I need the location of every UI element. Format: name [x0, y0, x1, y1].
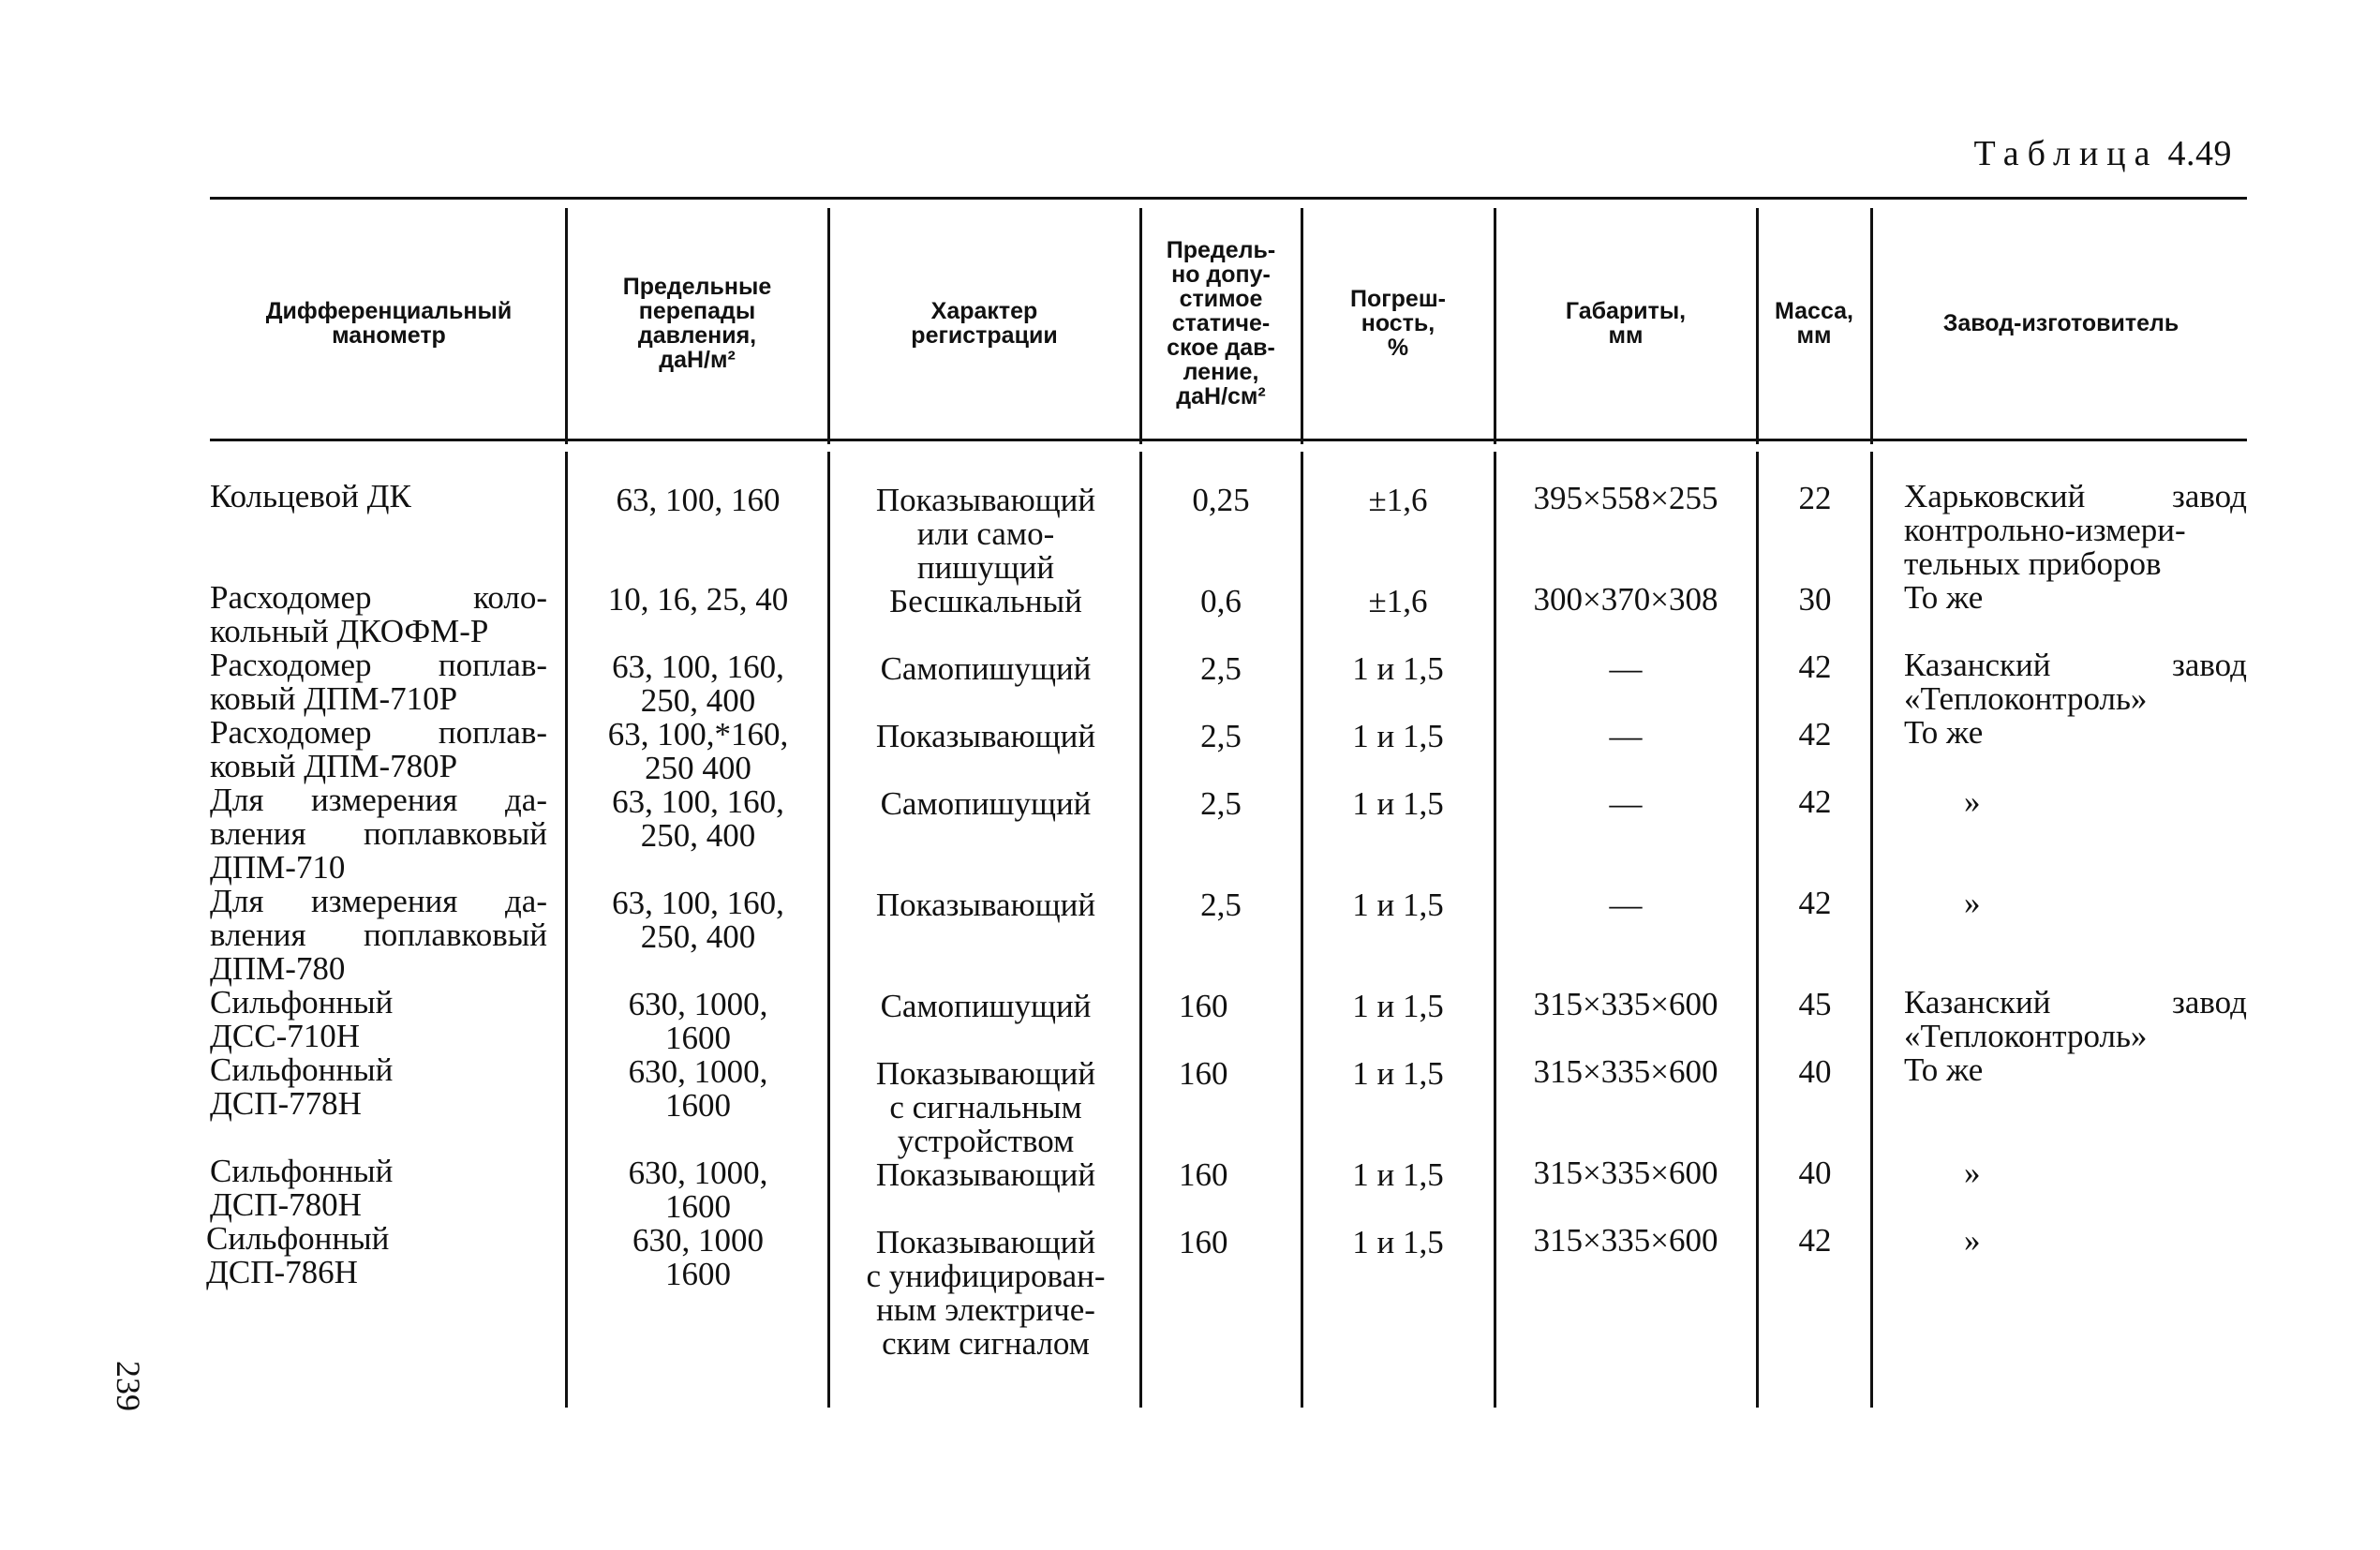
cell-line: ДСП-778Н — [210, 1085, 362, 1122]
header-line: даН/см² — [1176, 383, 1266, 410]
cell-error: 1 и 1,5 — [1352, 1156, 1444, 1193]
cell-mass: 40 — [1798, 1155, 1832, 1191]
cell-line: 63, 100, 160, — [612, 885, 784, 921]
cell-meter — [210, 716, 547, 783]
cell-line: Расходомер поплав- — [210, 647, 547, 683]
cell-static-pressure: 2,5 — [1200, 650, 1242, 687]
cell-line: Бесшкальный — [889, 583, 1082, 619]
cell-error: 1 и 1,5 — [1352, 887, 1444, 923]
cell-line: «Теплоконтроль» — [1904, 1018, 2148, 1054]
cell-static-pressure: 0,6 — [1200, 583, 1242, 619]
cell-error: 1 и 1,5 — [1352, 1055, 1444, 1092]
cell-dimensions: 315×335×600 — [1533, 1155, 1718, 1191]
cell-line: 250, 400 — [640, 918, 756, 955]
cell-pressure — [573, 887, 823, 954]
column-divider — [827, 208, 830, 444]
header-line: Завод-изготовитель — [1942, 310, 2179, 336]
cell-line: 630, 1000 — [632, 1222, 764, 1259]
cell-pressure — [573, 1224, 823, 1291]
cell-static-pressure: 2,5 — [1200, 887, 1242, 923]
cell-mass: 42 — [1798, 783, 1832, 820]
cell-pressure — [573, 484, 823, 517]
cell-recording — [837, 888, 1135, 922]
header-line: давления, — [637, 322, 757, 349]
cell-line: Сильфонный — [210, 984, 394, 1021]
header-line: Предельные — [622, 274, 772, 300]
cell-line: ным электриче- — [876, 1291, 1095, 1328]
table-title-word: Таблица — [1973, 134, 2159, 173]
cell-line: 1600 — [665, 1020, 731, 1056]
cell-line: ковый ДПМ-780Р — [210, 748, 458, 784]
table-title — [1973, 133, 2232, 174]
cell-line: 63, 100, 160, — [612, 648, 784, 685]
header-line: стимое — [1179, 286, 1263, 312]
cell-pressure — [573, 1156, 823, 1224]
cell-line: » — [1964, 783, 1981, 820]
cell-manufacturer — [1904, 648, 2247, 716]
cell-meter — [206, 1222, 547, 1289]
cell-line: 630, 1000, — [628, 1155, 768, 1191]
cell-line: 10, 16, 25, 40 — [607, 581, 789, 618]
cell-error: ±1,6 — [1368, 583, 1428, 619]
cell-line: 250 400 — [645, 750, 751, 786]
cell-error: 1 и 1,5 — [1352, 785, 1444, 822]
cell-line: То же — [1904, 579, 1984, 616]
cell-dimensions: 300×370×308 — [1533, 581, 1718, 618]
column-divider — [1301, 208, 1303, 444]
cell-pressure — [573, 718, 823, 785]
cell-recording — [837, 1057, 1135, 1158]
cell-manufacturer — [1964, 785, 2039, 819]
cell-static-pressure: 160 — [1179, 1055, 1228, 1092]
cell-line: Расходомер поплав- — [210, 714, 547, 751]
page-number: 239 — [110, 1361, 147, 1411]
cell-pressure — [573, 988, 823, 1055]
cell-recording — [837, 990, 1135, 1023]
cell-meter — [210, 648, 547, 716]
cell-static-pressure: 2,5 — [1200, 718, 1242, 754]
cell-line: Сильфонный — [210, 1051, 394, 1088]
cell-recording — [837, 484, 1135, 585]
cell-error: ±1,6 — [1368, 482, 1428, 518]
cell-pressure — [573, 583, 823, 617]
header-line: но допу- — [1171, 261, 1271, 288]
cell-manufacturer — [1964, 887, 2039, 920]
cell-line: 630, 1000, — [628, 1053, 768, 1090]
cell-mass: 42 — [1798, 1222, 1832, 1259]
cell-line: Харьковский завод — [1904, 478, 2247, 514]
cell-manufacturer — [1904, 581, 2247, 615]
cell-line: ДСП-780Н — [210, 1186, 362, 1223]
cell-line: Показывающий — [875, 482, 1096, 518]
header-dimensions — [1498, 208, 1753, 439]
column-divider — [1870, 452, 1873, 1408]
header-error — [1305, 208, 1491, 439]
cell-line: Казанский завод — [1904, 647, 2247, 683]
cell-error: 1 и 1,5 — [1352, 988, 1444, 1024]
cell-line: 1600 — [665, 1087, 731, 1124]
cell-line: Показывающий — [875, 718, 1096, 754]
table-top-rule — [210, 197, 2247, 200]
header-recording — [832, 208, 1137, 439]
column-divider — [565, 208, 568, 444]
cell-meter — [210, 480, 547, 514]
cell-line: 63, 100, 160, — [612, 783, 784, 820]
cell-manufacturer — [1964, 1156, 2039, 1190]
cell-line: ДСП-786Н — [206, 1254, 358, 1290]
header-line: Дифференциальный — [265, 298, 513, 324]
header-line: ское дав- — [1167, 335, 1275, 361]
column-divider — [1494, 452, 1496, 1408]
cell-line: Самопишущий — [880, 650, 1092, 687]
header-line: регистрации — [911, 322, 1058, 349]
header-line: мм — [1608, 322, 1644, 349]
cell-line: » — [1964, 1155, 1981, 1191]
cell-line: Показывающий — [875, 887, 1096, 923]
cell-line: 63, 100, 160 — [616, 482, 781, 518]
cell-recording — [837, 1158, 1135, 1192]
column-divider — [1870, 208, 1873, 444]
header-line: ность, — [1361, 310, 1435, 336]
cell-line: Сильфонный — [210, 1153, 394, 1189]
header-line: % — [1387, 335, 1409, 361]
cell-static-pressure: 0,25 — [1192, 482, 1250, 518]
cell-error: 1 и 1,5 — [1352, 718, 1444, 754]
header-manufacturer — [1875, 208, 2247, 439]
cell-manufacturer — [1904, 986, 2247, 1053]
column-divider — [1756, 452, 1759, 1408]
cell-dimensions: 315×335×600 — [1533, 986, 1718, 1022]
cell-meter — [210, 885, 547, 986]
cell-line: 1600 — [665, 1188, 731, 1225]
cell-line: или само- — [916, 515, 1055, 552]
cell-line: «Теплоконтроль» — [1904, 680, 2148, 717]
cell-mass: 42 — [1798, 648, 1832, 685]
cell-pressure — [573, 1055, 823, 1123]
cell-line: » — [1964, 1222, 1981, 1259]
cell-line: Показывающий — [875, 1224, 1096, 1260]
cell-meter — [210, 783, 547, 885]
cell-line: 63, 100,*160, — [607, 716, 789, 753]
column-divider — [1494, 208, 1496, 444]
cell-line: пишущий — [916, 549, 1055, 586]
header-bottom-rule — [210, 439, 2247, 441]
cell-line: 630, 1000, — [628, 986, 768, 1022]
cell-line: кольный ДКОФМ-Р — [210, 613, 489, 649]
cell-line: 250, 400 — [640, 817, 756, 854]
cell-line: То же — [1904, 714, 1984, 751]
cell-line: Для измерения да- — [210, 782, 547, 818]
header-line: Характер — [930, 298, 1038, 324]
cell-recording — [837, 787, 1135, 821]
header-static-pressure — [1144, 208, 1298, 439]
header-line: ление, — [1183, 359, 1259, 385]
cell-line: вления поплавковый — [210, 815, 547, 852]
column-divider — [1139, 452, 1142, 1408]
cell-meter — [210, 986, 547, 1053]
cell-line: Расходомер коло- — [210, 579, 547, 616]
cell-line: с сигнальным — [889, 1089, 1082, 1125]
header-line: Масса, — [1775, 298, 1853, 324]
cell-line: Кольцевой ДК — [210, 478, 411, 514]
column-divider — [1139, 208, 1142, 444]
cell-line: устройством — [897, 1123, 1075, 1159]
cell-manufacturer — [1964, 1224, 2039, 1258]
cell-line: » — [1964, 885, 1981, 921]
cell-mass: 42 — [1798, 885, 1832, 921]
cell-line: ковый ДПМ-710Р — [210, 680, 458, 717]
cell-static-pressure: 160 — [1179, 1156, 1228, 1193]
cell-line: контрольно-измери- — [1904, 512, 2186, 548]
cell-dimensions: — — [1609, 887, 1643, 923]
header-line: Погреш- — [1350, 286, 1446, 312]
cell-mass: 40 — [1798, 1053, 1832, 1090]
header-line: даН/м² — [659, 347, 736, 373]
cell-recording — [837, 585, 1135, 619]
cell-line: ским сигналом — [882, 1325, 1090, 1362]
cell-line: 250, 400 — [640, 682, 756, 719]
header-line: статиче- — [1171, 310, 1271, 336]
cell-line: Показывающий — [875, 1055, 1096, 1092]
header-line: манометр — [332, 322, 446, 349]
cell-pressure — [573, 785, 823, 853]
cell-line: с унифицирован- — [866, 1258, 1106, 1294]
cell-line: ДПМ-780 — [210, 950, 346, 987]
cell-recording — [837, 1226, 1135, 1361]
cell-dimensions: — — [1609, 718, 1643, 754]
cell-dimensions: 315×335×600 — [1533, 1222, 1718, 1259]
cell-static-pressure: 160 — [1179, 988, 1228, 1024]
column-divider — [565, 452, 568, 1408]
column-divider — [1301, 452, 1303, 1408]
cell-meter — [210, 581, 547, 648]
cell-line: То же — [1904, 1051, 1984, 1088]
cell-meter — [210, 1155, 547, 1222]
header-line: мм — [1796, 322, 1832, 349]
cell-pressure — [573, 650, 823, 718]
column-divider — [1756, 208, 1759, 444]
cell-line: ДПМ-710 — [210, 849, 346, 886]
cell-line: Самопишущий — [880, 988, 1092, 1024]
cell-line: вления поплавковый — [210, 917, 547, 953]
cell-mass: 42 — [1798, 716, 1832, 753]
cell-line: тельных приборов — [1904, 545, 2162, 582]
cell-recording — [837, 720, 1135, 753]
cell-meter — [210, 1053, 547, 1121]
header-line: Габариты, — [1565, 298, 1687, 324]
cell-mass: 30 — [1798, 581, 1832, 618]
cell-mass: 22 — [1798, 480, 1832, 516]
cell-line: Сильфонный — [206, 1220, 390, 1257]
table-title-number: 4.49 — [2167, 134, 2232, 173]
cell-manufacturer — [1904, 480, 2247, 581]
cell-dimensions: — — [1609, 650, 1643, 687]
cell-error: 1 и 1,5 — [1352, 650, 1444, 687]
cell-line: Для измерения да- — [210, 883, 547, 919]
cell-line: ДСС-710Н — [210, 1018, 360, 1054]
column-divider — [827, 452, 830, 1408]
cell-line: Самопишущий — [880, 785, 1092, 822]
cell-line: Казанский завод — [1904, 984, 2247, 1021]
header-pressure-range — [570, 208, 825, 439]
header-line: перепады — [638, 298, 756, 324]
header-meter — [216, 208, 562, 439]
cell-static-pressure: 160 — [1179, 1224, 1228, 1260]
cell-error: 1 и 1,5 — [1352, 1224, 1444, 1260]
cell-line: 1600 — [665, 1256, 731, 1292]
cell-recording — [837, 652, 1135, 686]
cell-static-pressure: 2,5 — [1200, 785, 1242, 822]
cell-line: Показывающий — [875, 1156, 1096, 1193]
header-mass — [1761, 208, 1867, 439]
cell-manufacturer — [1904, 1053, 2247, 1087]
cell-dimensions: 315×335×600 — [1533, 1053, 1718, 1090]
header-line: Предель- — [1166, 237, 1276, 263]
cell-dimensions: 395×558×255 — [1533, 480, 1718, 516]
cell-dimensions: — — [1609, 785, 1643, 822]
cell-mass: 45 — [1798, 986, 1832, 1022]
cell-manufacturer — [1904, 716, 2247, 750]
